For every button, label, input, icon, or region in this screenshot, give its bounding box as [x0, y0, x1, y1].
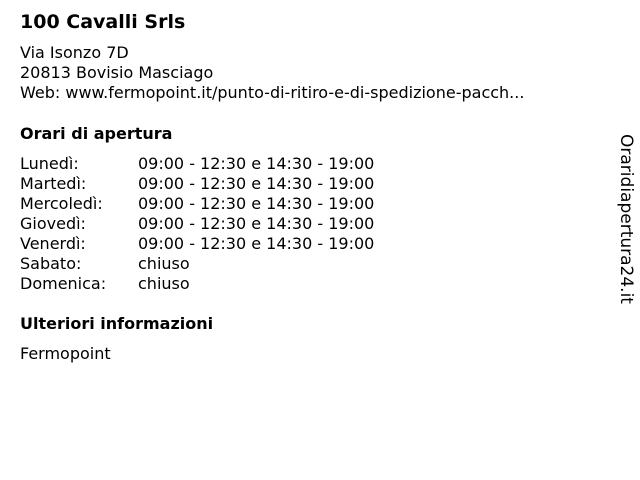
- hours-row-sunday: [20, 274, 374, 294]
- hours-row-wednesday: [20, 194, 374, 214]
- day-label: Sabato:: [20, 254, 82, 273]
- opening-hours-table: [20, 154, 374, 294]
- day-label: Giovedì:: [20, 214, 86, 233]
- additional-info-text: Fermopoint: [20, 344, 111, 363]
- day-label: Venerdì:: [20, 234, 86, 253]
- day-label: Martedì:: [20, 174, 87, 193]
- website-line: Web: www.fermopoint.it/punto-di-ritiro-e-di-spedizione-pacch...: [20, 83, 525, 102]
- time-value: 09:00 - 12:30 e 14:30 - 19:00: [138, 154, 375, 173]
- street-address: Via Isonzo 7D: [20, 43, 129, 62]
- hours-row-tuesday: [20, 174, 374, 194]
- city-line: 20813 Bovisio Masciago: [20, 63, 214, 82]
- hours-row-monday: [20, 154, 374, 174]
- time-value: 09:00 - 12:30 e 14:30 - 19:00: [138, 234, 375, 253]
- day-label: Domenica:: [20, 274, 107, 293]
- time-value: 09:00 - 12:30 e 14:30 - 19:00: [138, 174, 375, 193]
- site-watermark: Oraridiapertura24.it: [616, 134, 636, 304]
- time-value: 09:00 - 12:30 e 14:30 - 19:00: [138, 214, 375, 233]
- time-value: chiuso: [138, 254, 190, 273]
- day-label: Lunedì:: [20, 154, 79, 173]
- hours-row-thursday: [20, 214, 374, 234]
- hours-row-friday: [20, 234, 374, 254]
- opening-hours-heading: Orari di apertura: [20, 124, 173, 143]
- time-value: chiuso: [138, 274, 190, 293]
- additional-info-heading: Ulteriori informazioni: [20, 314, 214, 333]
- time-value: 09:00 - 12:30 e 14:30 - 19:00: [138, 194, 375, 213]
- day-label: Mercoledì:: [20, 194, 103, 213]
- business-name: 100 Cavalli Srls: [20, 11, 186, 33]
- address-block: [20, 43, 524, 103]
- hours-row-saturday: [20, 254, 374, 274]
